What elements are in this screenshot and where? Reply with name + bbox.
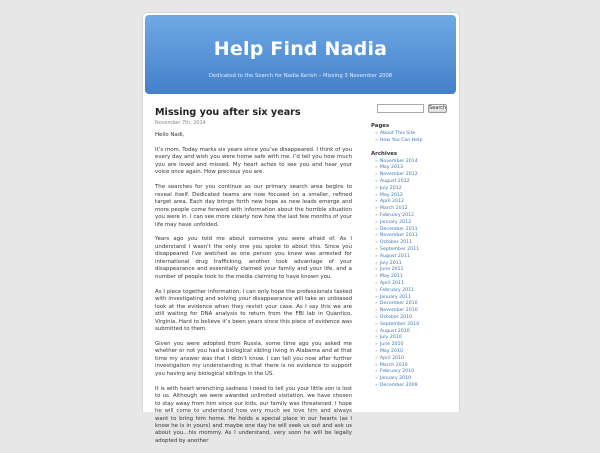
archive-link[interactable]: August 2010: [379, 328, 410, 334]
search-input[interactable]: [377, 104, 424, 113]
post-paragraph: Hello Nadi,: [155, 132, 185, 138]
search-button[interactable]: Search: [429, 105, 447, 111]
post-paragraph: It’s mom. Today marks six years since you’ve disappeared. I think of you every day and wish you were home safe with me. I’d tell you how much you are loved and missed. My heart aches to see you and hear your voice once again. How precious you are.: [155, 146, 352, 176]
archives-title: Archives: [371, 150, 398, 157]
archive-item: [375, 274, 450, 281]
archive-item: [375, 254, 450, 261]
site-title[interactable]: Help Find Nadia: [213, 38, 388, 60]
archive-link[interactable]: April 2011: [379, 280, 405, 286]
archive-item: [375, 342, 450, 349]
archive-link[interactable]: April 2010: [379, 355, 405, 361]
archive-link[interactable]: July 2010: [379, 335, 402, 341]
archives-widget: [370, 151, 450, 390]
archive-item: [375, 240, 450, 247]
archive-item: [375, 213, 450, 220]
archive-link[interactable]: January 2010: [379, 376, 412, 382]
post-title[interactable]: Missing you after six years: [155, 107, 301, 118]
post-paragraph: Given you were adopted from Russia, some time ago you asked me whether or not you had a biological sibling living in Alabama and at that time my answer was that I didn’t know. I can tell you now after further investigation my understanding is that there is no evidence to support you having any biological siblings in the US.: [155, 340, 352, 377]
post-body: [155, 132, 352, 445]
archive-item: [375, 247, 450, 254]
archive-link[interactable]: January 2011: [379, 294, 412, 300]
archive-item: [375, 179, 450, 186]
archive-link[interactable]: January 2012: [379, 219, 412, 225]
page-link-item: [375, 131, 450, 138]
archive-link[interactable]: April 2012: [379, 199, 405, 205]
archive-item: [375, 220, 450, 227]
archive-item: [375, 206, 450, 213]
archive-link[interactable]: February 2010: [379, 369, 415, 375]
site-description: Dedicated to the Search for Nadia Kerish – Missing 3 November 2008: [208, 73, 393, 79]
archive-item: [375, 383, 450, 390]
post-paragraph: It is with heart wrenching sadness I need to tell you your little son is lost to us. Although we were awarded unlimited visitation, we have chosen to stay away from him since our kids, our family was threatened. I hope he will come to understand how very much we love him and always want to bring him home. He holds a special place in our hearts (as I know he is in yours) and maybe one day he will seek us out and ask us about you…his mommy. As I understand, very soon he will be legally adopted by another: [155, 385, 352, 444]
archive-item: [375, 172, 450, 179]
archive-link[interactable]: May 2012: [379, 192, 403, 198]
archive-link[interactable]: May 2010: [379, 348, 403, 354]
site-header: [145, 15, 456, 94]
pages-list: [375, 131, 450, 145]
archive-link[interactable]: November 2014: [379, 158, 418, 164]
page-link-how-you-can-help[interactable]: How You Can Help: [379, 137, 423, 143]
archive-link[interactable]: October 2010: [379, 314, 413, 320]
pages-widget: [370, 123, 450, 145]
archive-link[interactable]: November 2012: [379, 172, 418, 178]
archive-item: [375, 308, 450, 315]
archive-link[interactable]: August 2011: [379, 253, 410, 259]
post-paragraph: As I piece together information, I can only hope the professionals tasked with investigating and solving your disappearance will take an unbiased look at the evidence when they revisit your case. As I say this we are still waiting for DNA analysis to return from the FBI lab in Quantico, Virginia. Hard to believe it’s been years since this piece of evidence was submitted to them.: [155, 288, 352, 332]
archive-link[interactable]: September 2011: [379, 246, 420, 252]
post-paragraph: Years ago you told me about someone you were afraid of. As I understand I wasn’t the only one you spoke to about this. Since you disappeared I’ve watched as one person you knew was arrested for international drug trafficking, another took advantage of your disappearance and essentially claimed your family and your life, and a number of people took to the media claiming to have known you.: [155, 236, 352, 280]
archive-item: [375, 288, 450, 295]
archive-link[interactable]: June 2011: [379, 267, 404, 273]
archive-link[interactable]: December 2010: [379, 301, 418, 307]
archive-link[interactable]: July 2012: [379, 185, 402, 191]
archive-link[interactable]: March 2010: [379, 362, 408, 368]
archive-link[interactable]: September 2010: [379, 321, 420, 327]
archive-link[interactable]: July 2011: [379, 260, 402, 266]
archive-item: [375, 349, 450, 356]
archive-link[interactable]: May 2011: [379, 274, 403, 280]
pages-title: Pages: [371, 123, 390, 129]
search-form: [370, 104, 450, 113]
post-date: November 7th, 2014: [155, 120, 206, 126]
page-link-item: [375, 138, 450, 145]
sidebar: [370, 104, 450, 390]
archive-item: [375, 315, 450, 322]
archive-link[interactable]: February 2011: [379, 287, 415, 293]
archive-link[interactable]: June 2010: [379, 342, 404, 348]
archive-link[interactable]: December 2009: [379, 382, 418, 388]
post-paragraph: The searches for you continue as our primary search area begins to reveal itself. Dedicated teams are now focused on a smaller, refined target area. Each day brings forth new hope as new leads emerge and more people come forward with information about the horrible situation you were in. I can see more clearly now how the last few months of your life may have unfolded.: [155, 184, 352, 228]
archive-item: [375, 281, 450, 288]
archive-link[interactable]: November 2011: [379, 233, 418, 239]
archive-link[interactable]: November 2010: [379, 308, 418, 314]
archive-link[interactable]: March 2012: [379, 206, 408, 212]
archive-item: [375, 356, 450, 363]
archive-item: [375, 376, 450, 383]
archive-link[interactable]: October 2011: [379, 240, 413, 246]
archives-list: [375, 159, 450, 390]
page-link-about[interactable]: About This Site: [379, 131, 416, 136]
archive-link[interactable]: February 2012: [379, 212, 415, 218]
main-content: [155, 107, 352, 453]
archive-item: [375, 186, 450, 193]
archive-link[interactable]: May 2013: [379, 165, 403, 171]
archive-link[interactable]: December 2011: [379, 226, 418, 232]
archive-link[interactable]: August 2012: [379, 178, 410, 184]
archive-item: [375, 322, 450, 329]
